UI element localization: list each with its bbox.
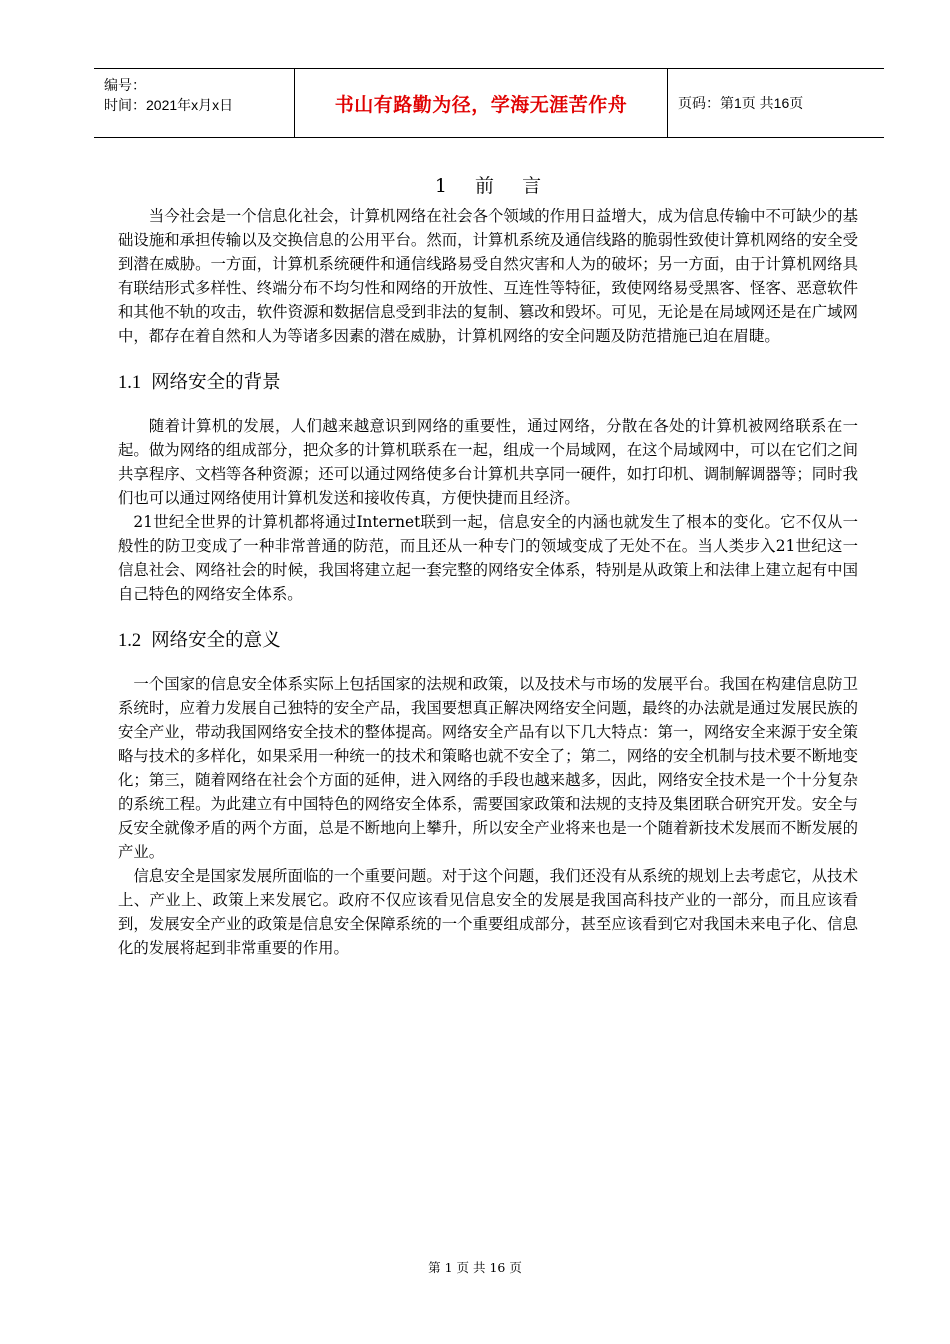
document-body — [118, 170, 858, 960]
page-footer: 第 1 页 共 16 页 — [428, 1260, 522, 1275]
section-title: 网络安全的背景 — [151, 372, 281, 393]
page-header — [94, 68, 884, 138]
section-number: 1.2 — [118, 631, 142, 651]
chapter-title: 1 前 言 — [434, 175, 542, 197]
body-paragraph: 21世纪全世界的计算机都将通过Internet联到一起，信息安全的内涵也就发生了根本的变化。它不仅从一般性的防卫变成了一种非常普通的防范，而且还从一种专门的领域变成了无处不在。当人类步入21世纪这一信息社会、网络社会的时候，我国将建立起一套完整的网络安全体系，特别是从政策上和法律上建立起有中国自己特色的网络安全体系。 — [118, 513, 858, 603]
document-number-label: 编号： — [104, 77, 146, 93]
section-title: 网络安全的意义 — [151, 630, 281, 651]
header-page-info: 页码：第1页 共16页 — [678, 95, 804, 111]
document-time-label: 时间：2021年x月x日 — [104, 97, 234, 113]
section-heading-background — [118, 370, 858, 396]
body-paragraph: 一个国家的信息安全体系实际上包括国家的法规和政策，以及技术与市场的发展平台。我国在构建信息防卫系统时，应着力发展自己独特的安全产品，我国要想真正解决网络安全问题，最终的办法就是通过发展民族的安全产业，带动我国网络安全技术的整体提高。网络安全产品有以下几大特点：第一，网络安全来源于安全策略与技术的多样化，如果采用一种统一的技术和策略也就不安全了；第二，网络的安全机制与技术要不断地变化；第三，随着网络在社会个方面的延伸，进入网络的手段也越来越多，因此，网络安全技术是一个十分复杂的系统工程。为此建立有中国特色的网络安全体系，需要国家政策和法规的支持及集团联合研究开发。安全与反安全就像矛盾的两个方面，总是不断地向上攀升，所以安全产业将来也是一个随着新技术发展而不断发展的产业。 — [118, 675, 858, 861]
header-motto: 书山有路勤为径，学海无涯苦作舟 — [294, 69, 668, 137]
section-number: 1.1 — [118, 373, 142, 393]
intro-paragraph: 当今社会是一个信息化社会，计算机网络在社会各个领域的作用日益增大，成为信息传输中不可缺少的基础设施和承担传输以及交换信息的公用平台。然而，计算机系统及通信线路的脆弱性致使计算机网络的安全受到潜在威胁。一方面，计算机系统硬件和通信线路易受自然灾害和人为的破坏；另一方面，由于计算机网络具有联结形式多样性、终端分布不均匀性和网络的开放性、互连性等特征，致使网络易受黑客、怪客、恶意软件和其他不轨的攻击，软件资源和数据信息受到非法的复制、篡改和毁坏。可见，无论是在局域网还是在广域网中，都存在着自然和人为等诸多因素的潜在威胁，计算机网络的安全问题及防范措施已迫在眉睫。 — [118, 207, 858, 345]
section-heading-significance — [118, 628, 858, 654]
body-paragraph: 随着计算机的发展，人们越来越意识到网络的重要性，通过网络，分散在各处的计算机被网络联系在一起。做为网络的组成部分，把众多的计算机联系在一起，组成一个局域网，在这个局域网中，可以在它们之间共享程序、文档等各种资源；还可以通过网络使多台计算机共享同一硬件，如打印机、调制解调器等；同时我们也可以通过网络使用计算机发送和接收传真，方便快捷而且经济。 — [118, 417, 858, 507]
header-info-cell — [94, 69, 294, 137]
body-paragraph: 信息安全是国家发展所面临的一个重要问题。对于这个问题，我们还没有从系统的规划上去考虑它，从技术上、产业上、政策上来发展它。政府不仅应该看见信息安全的发展是我国高科技产业的一部分，而且应该看到，发展安全产业的政策是信息安全保障系统的一个重要组成部分，甚至应该看到它对我国未来电子化、信息化的发展将起到非常重要的作用。 — [118, 867, 858, 957]
